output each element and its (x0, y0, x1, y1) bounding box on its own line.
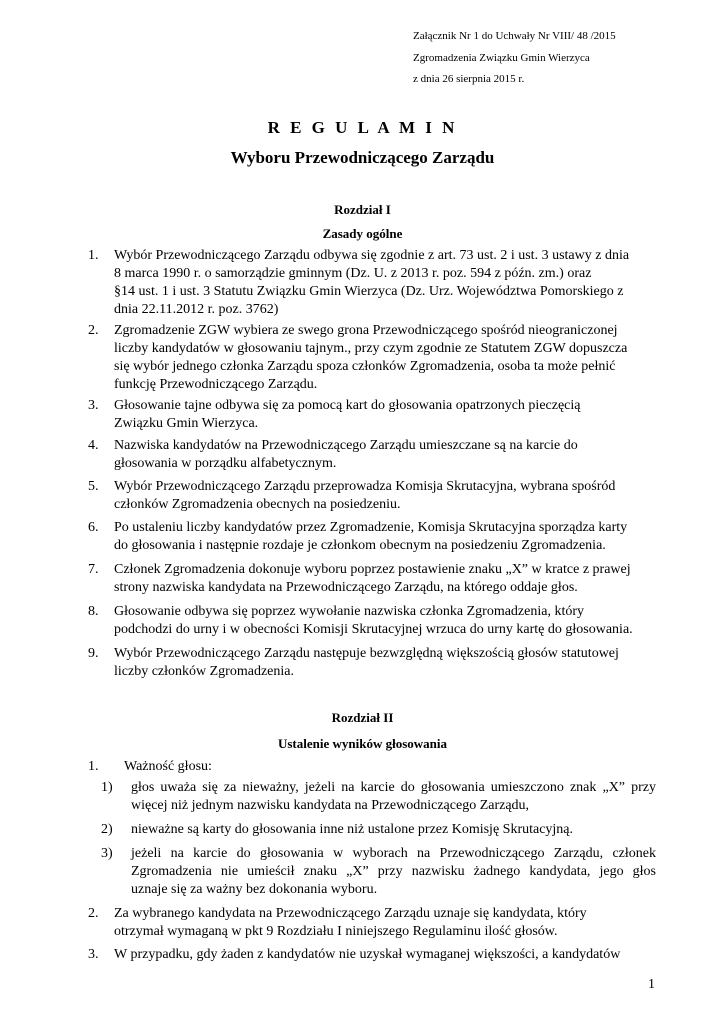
item-line: 8 marca 1990 r. o samorządzie gminnym (Dz. U. z 2013 r. poz. 594 z późn. zm.) oraz (114, 266, 592, 281)
item-text (114, 561, 654, 597)
item-line: Po ustaleniu liczby kandydatów przez Zgromadzenie, Komisja Skrutacyjna sporządza karty (114, 520, 628, 535)
item-number: 3. (88, 398, 99, 413)
item-number: 5. (88, 479, 99, 494)
item-line: Za wybranego kandydata na Przewodniczącego Zarządu uznaje się kandydata, który (114, 906, 587, 921)
item-line: liczby członków Zgromadzenia. (114, 664, 294, 679)
item-text (114, 397, 654, 433)
item-line: Członek Zgromadzenia dokonuje wyboru poprzez postawienie znaku „X” w kratce z prawej (114, 562, 631, 577)
chapter-2-heading: Rozdział II (331, 710, 394, 725)
item-text (114, 645, 654, 681)
sub-item-number: 2) (101, 822, 113, 837)
document-subtitle: Wyboru Przewodniczącego Zarządu (230, 148, 495, 167)
item-text (114, 322, 654, 394)
item-number: 7. (88, 562, 99, 577)
sub-item-text (131, 845, 656, 899)
annex-reference: Załącznik Nr 1 do Uchwały Nr VIII/ 48 /2015 (413, 30, 616, 42)
item-line: głosowania w porządku alfabetycznym. (114, 456, 337, 471)
item-line: nieważne są karty do głosowania inne niż ustalone przez Komisję Skrutacyjną. (131, 822, 574, 837)
document-title: R E G U L A M I N (267, 118, 458, 137)
item-line: głos uważa się za nieważny, jeżeli na karcie do głosowania umieszczono znak „X” przy (131, 780, 656, 795)
item-text (114, 437, 654, 473)
item-line: Głosowanie tajne odbywa się za pomocą kart do głosowania opatrzonych pieczęcią (114, 398, 581, 413)
chapter-1-subheading: Zasady ogólne (322, 226, 403, 241)
item-line: Głosowanie odbywa się poprzez wywołanie nazwiska członka Zgromadzenia, który (114, 604, 585, 619)
item-line: liczby kandydatów w głosowaniu tajnym., przy czym zgodnie ze Statutem ZGW dopuszcza (114, 341, 628, 356)
item-line: funkcję Przewodniczącego Zarządu. (114, 377, 318, 392)
item-line: podchodzi do urny i w obecności Komisji Skrutacyjnej wrzuca do urny kartę do głosowania. (114, 622, 633, 637)
item-number: 2. (88, 323, 99, 338)
item-line: Nazwiska kandydatów na Przewodniczącego Zarządu umieszczane są na karcie do (114, 438, 578, 453)
item-line: Ważność głosu: (124, 759, 212, 774)
item-number: 6. (88, 520, 99, 535)
item-line: strony nazwiska kandydata na Przewodniczącego Zarządu, na którego oddaje głos. (114, 580, 578, 595)
item-text (114, 905, 654, 941)
page-number: 1 (648, 977, 655, 992)
item-line: §14 ust. 1 i ust. 3 Statutu Związku Gmin Wierzyca (Dz. Urz. Województwa Pomorskiego z (114, 284, 624, 299)
chapter-2-subheading: Ustalenie wyników głosowania (277, 736, 448, 751)
annex-issuer: Zgromadzenia Związku Gmin Wierzyca (413, 52, 590, 64)
item-line: członków Zgromadzenia obecnych na posiedzeniu. (114, 497, 401, 512)
item-number: 8. (88, 604, 99, 619)
item-text (114, 478, 654, 514)
item-number: 9. (88, 646, 99, 661)
item-line: W przypadku, gdy żaden z kandydatów nie uzyskał wymaganej większości, a kandydatów (114, 947, 621, 962)
item-text (124, 758, 664, 776)
item-line: Zgromadzenia nie umieścił znaku „X” przy nazwisku żadnego kandydata, jego głos (131, 864, 656, 879)
sub-item-text (131, 779, 656, 815)
item-number: 3. (88, 947, 99, 962)
item-line: się wybór jednego członka Zarządu spoza członków Zgromadzenia, osoba ta może pełnić (114, 359, 616, 374)
item-text (114, 603, 654, 639)
item-line: Wybór Przewodniczącego Zarządu przeprowadza Komisja Skrutacyjna, wybrana spośród (114, 479, 616, 494)
sub-item-text (131, 821, 656, 839)
annex-date: z dnia 26 sierpnia 2015 r. (413, 73, 525, 85)
item-line: Wybór Przewodniczącego Zarządu następuje bezwzględną większością głosów statutowej (114, 646, 619, 661)
item-line: więcej niż jednym nazwisku kandydata na Przewodniczącego Zarządu, (131, 798, 530, 813)
item-line: uznaje się za ważny bez dokonania wyboru. (131, 882, 378, 897)
chapter-1-heading: Rozdział I (334, 202, 391, 217)
item-number: 1. (88, 759, 99, 774)
sub-item-number: 3) (101, 846, 113, 861)
item-line: jeżeli na karcie do głosowania w wyborach na Przewodniczącego Zarządu, członek (131, 846, 656, 861)
item-number: 1. (88, 248, 99, 263)
item-line: otrzymał wymaganą w pkt 9 Rozdziału I niniejszego Regulaminu ilość głosów. (114, 924, 558, 939)
item-text (114, 247, 654, 319)
item-line: do głosowania i następnie rozdaje je członkom obecnym na posiedzeniu Zgromadzenia. (114, 538, 606, 553)
item-line: Wybór Przewodniczącego Zarządu odbywa się zgodnie z art. 73 ust. 2 i ust. 3 ustawy z dnia (114, 248, 630, 263)
item-line: dnia 22.11.2012 r. poz. 3762) (114, 302, 279, 317)
item-text (114, 519, 654, 555)
item-text (114, 946, 654, 964)
sub-item-number: 1) (101, 780, 113, 795)
item-line: Zgromadzenie ZGW wybiera ze swego grona Przewodniczącego spośród nieograniczonej (114, 323, 618, 338)
item-line: Związku Gmin Wierzyca. (114, 416, 259, 431)
item-number: 2. (88, 906, 99, 921)
item-number: 4. (88, 438, 99, 453)
